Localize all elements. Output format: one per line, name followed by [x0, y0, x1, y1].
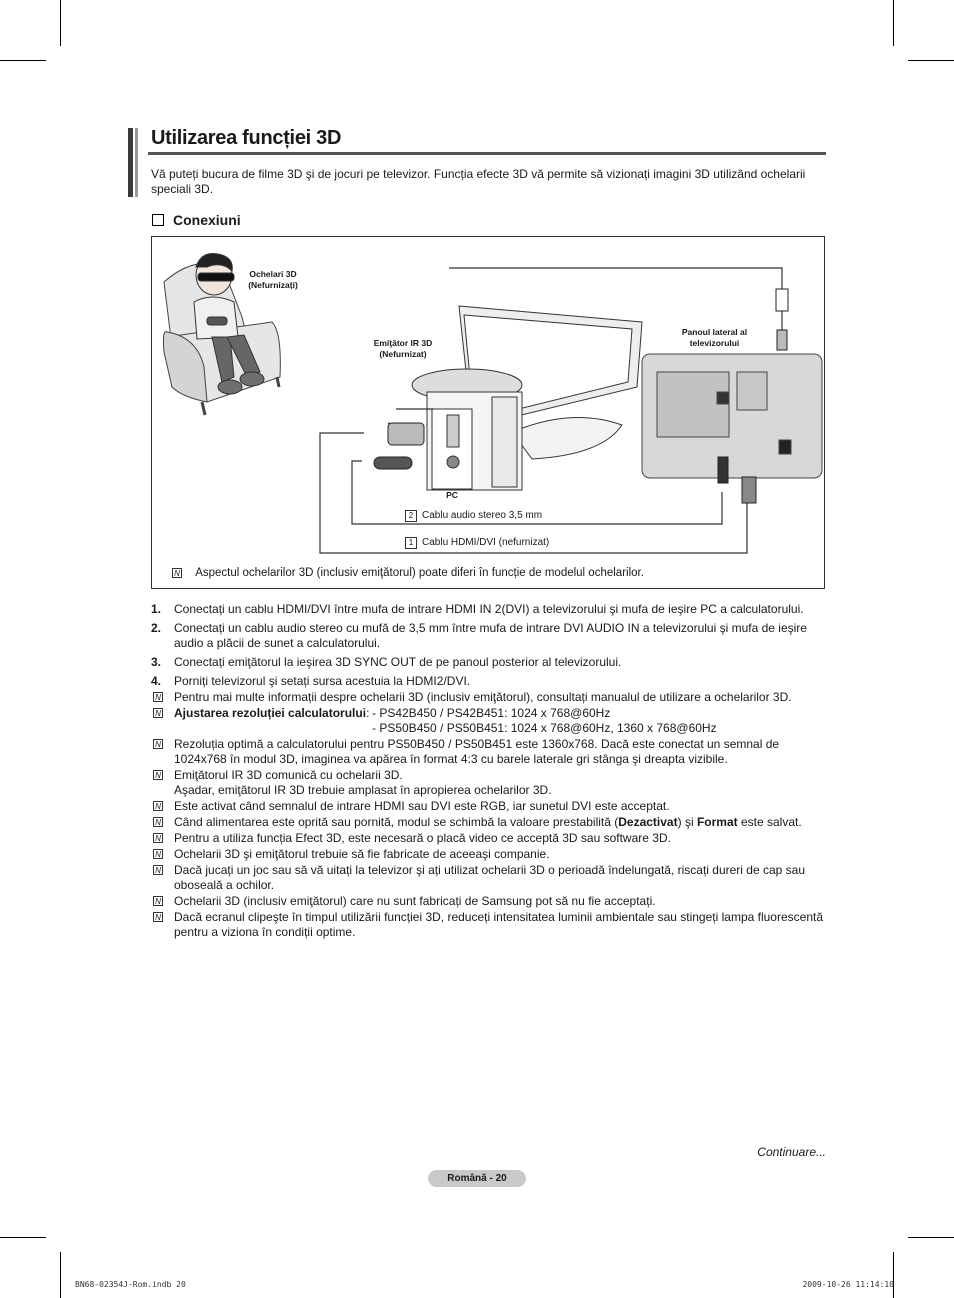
crop-mark	[60, 1252, 61, 1298]
note-text: Este activat când semnalul de intrare HDMI sau DVI este RGB, iar sunetul DVI este acceptat.	[174, 799, 670, 813]
note-text: Pentru a utiliza funcția Efect 3D, este necesară o placă video ce acceptă 3D sau software 3D.	[174, 831, 671, 845]
note-item	[151, 799, 826, 814]
crop-mark	[908, 60, 954, 61]
note-icon: N	[153, 801, 163, 811]
note-icon: N	[153, 708, 163, 718]
pc-label: PC	[446, 490, 458, 500]
crop-mark	[908, 1237, 954, 1238]
glasses-label	[234, 269, 312, 291]
note-icon: N	[153, 692, 163, 702]
connection-diagram	[151, 236, 825, 589]
note-item	[151, 847, 826, 862]
side-panel-label-line: televizorului	[689, 338, 740, 348]
section-heading	[152, 212, 241, 228]
note-text: Aşadar, emiţătorul IR 3D trebuie amplasat în apropierea ochelarilor 3D.	[174, 783, 552, 797]
note-icon: N	[153, 896, 163, 906]
tv-side-panel	[642, 354, 822, 478]
pc-illustration	[412, 369, 522, 490]
note-strong: Dezactivat	[618, 815, 678, 829]
note-text: Dacă ecranul clipeşte în timpul utilizării funcției 3D, reduceți intensitatea luminii ambientale sau stingeți lampa fluorescentă pentru a viziona în condiții optime.	[174, 910, 823, 939]
note-text: ) şi	[677, 815, 697, 829]
step-number: 4.	[151, 674, 162, 688]
note-item	[151, 910, 826, 940]
emitter-label	[364, 338, 442, 360]
title-rule	[148, 152, 826, 155]
note-item	[151, 690, 826, 705]
note-item	[151, 894, 826, 909]
step-text: Conectați un cablu HDMI/DVI între mufa de intrare HDMI IN 2(DVI) a televizorului şi mufa de ieşire PC a calculatorului.	[174, 602, 804, 616]
note-icon: N	[153, 739, 163, 749]
note-item	[151, 831, 826, 846]
continue-label: Continuare...	[757, 1145, 826, 1159]
note-icon: N	[153, 865, 163, 875]
cable-number: 1	[405, 537, 417, 549]
note-strong: Format	[696, 815, 738, 829]
section-title: Conexiuni	[173, 212, 241, 228]
instructions	[151, 602, 826, 941]
title-accent-bar	[128, 128, 133, 197]
note-item	[151, 706, 826, 736]
note-text: - PS50B450 / PS50B451: 1024 x 768@60Hz, 1360 x 768@60Hz	[372, 721, 717, 735]
emitter-label-line: (Nefurnizat)	[379, 349, 427, 359]
step-number: 1.	[151, 602, 162, 616]
note-text: Emiţătorul IR 3D comunică cu ochelarii 3D.	[174, 768, 403, 782]
cable-1-label	[405, 537, 549, 549]
page-number-badge: Română - 20	[428, 1170, 526, 1187]
note-text: este salvat.	[737, 815, 802, 829]
crop-mark	[0, 1237, 46, 1238]
cable-2-label	[405, 510, 542, 522]
step-item	[151, 655, 826, 670]
note-text: Ochelarii 3D şi emiţătorul trebuie să fie fabricate de aceeaşi companie.	[174, 847, 550, 861]
crop-mark	[60, 0, 61, 46]
crop-mark	[893, 1252, 894, 1298]
glasses-label-line: Ochelari 3D	[249, 269, 297, 279]
step-number: 3.	[151, 655, 162, 669]
footer-file: BN68-02354J-Rom.indb 20	[75, 1280, 186, 1289]
note-text: Rezoluția optimă a calculatorului pentru PS50B450 / PS50B451 este 1360x768. Dacă este conectat un semnal de 1024x768 în modul 3D, imaginea va apărea în format 4:3 cu barele laterale gri stânga şi dreapta vizibile.	[174, 737, 780, 766]
emitter-label-line: Emiţător IR 3D	[373, 338, 433, 348]
cable-label-text: Cablu audio stereo 3,5 mm	[422, 510, 543, 521]
note-text: Ochelarii 3D (inclusiv emiţătorul) care nu sunt fabricați de Samsung pot să nu fie acceptați.	[174, 894, 656, 908]
note-text: Dacă jucați un joc sau să vă uitați la televizor şi ați utilizat ochelarii 3D o perioadă îndelungată, riscați dureri de cap sau oboseală a ochilor.	[174, 863, 806, 892]
diagram-note-text: Aspectul ochelarilor 3D (inclusiv emiţătorul) poate diferi în funcție de modelul ochelarilor.	[195, 567, 644, 579]
note-text: Pentru mai multe informații despre ochelarii 3D (inclusiv emiţătorul), consultați manualul de utilizare a ochelarilor 3D.	[174, 690, 792, 704]
step-item	[151, 602, 826, 617]
note-icon: N	[153, 912, 163, 922]
note-item	[151, 737, 826, 767]
step-item	[151, 621, 826, 651]
note-text: :	[366, 706, 370, 720]
note-icon: N	[153, 849, 163, 859]
footer-timestamp: 2009-10-26 11:14:10	[802, 1280, 894, 1289]
step-number: 2.	[151, 621, 162, 635]
step-text: Conectați emiţătorul la ieşirea 3D SYNC OUT de pe panoul posterior al televizorului.	[174, 655, 622, 669]
note-text: - PS42B450 / PS42B451: 1024 x 768@60Hz	[372, 706, 611, 720]
note-icon: N	[172, 568, 182, 578]
diagram-note	[172, 567, 644, 579]
step-text: Porniți televizorul şi setați sursa acestuia la HDMI2/DVI.	[174, 674, 471, 688]
note-strong: Ajustarea rezoluției calculatorului	[174, 706, 367, 720]
cable-label-text: Cablu HDMI/DVI (nefurnizat)	[422, 537, 550, 548]
side-panel-label-line: Panoul lateral al	[681, 327, 748, 337]
note-icon: N	[153, 833, 163, 843]
step-text: Conectați un cablu audio stereo cu mufă de 3,5 mm între mufa de intrare DVI AUDIO IN a televizorului şi mufa de ieşire audio a plăcii de sunet a calculatorului.	[174, 621, 807, 650]
step-item	[151, 674, 826, 689]
note-icon: N	[153, 770, 163, 780]
note-item	[151, 768, 826, 798]
glasses-label-line: (Nefurnizați)	[248, 280, 298, 290]
crop-mark	[893, 0, 894, 46]
side-panel-label	[667, 327, 762, 349]
note-icon: N	[153, 817, 163, 827]
crop-mark	[0, 60, 46, 61]
intro-text: Vă puteți bucura de filme 3D şi de jocuri pe televizor. Funcția efecte 3D vă permite să vizionați imagini 3D utilizând ochelarii speciali 3D.	[151, 167, 806, 196]
note-item	[151, 863, 826, 893]
cable-number: 2	[405, 510, 417, 522]
checkbox-icon	[152, 214, 164, 226]
note-text: Când alimentarea este oprită sau pornită, modul se schimbă la valoare prestabilită (	[174, 815, 619, 829]
title-accent-bar	[135, 128, 138, 197]
page-title: Utilizarea funcției 3D	[151, 127, 342, 149]
note-item	[151, 815, 826, 830]
